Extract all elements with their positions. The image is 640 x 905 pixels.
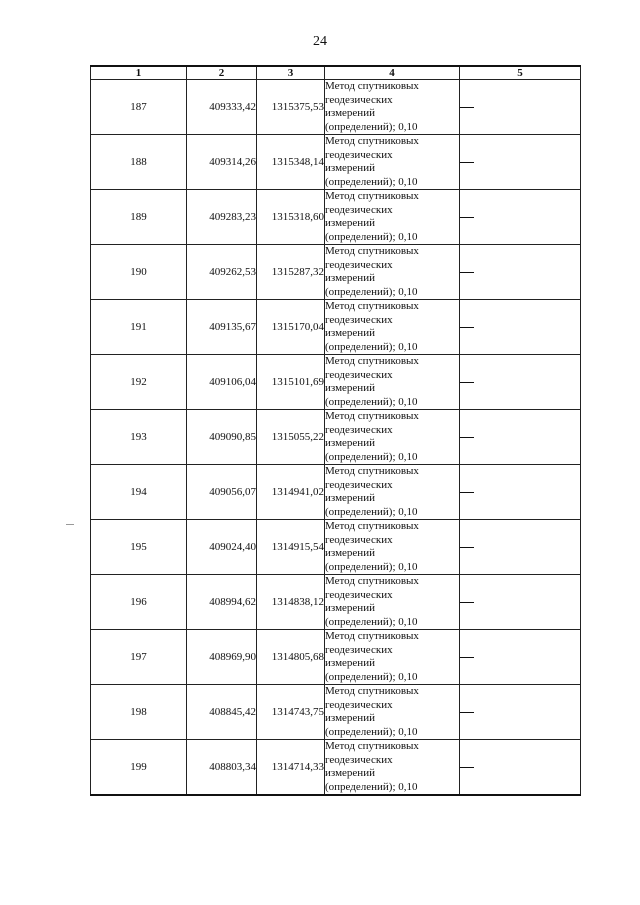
dash-icon (460, 437, 474, 438)
method-line: (определений); 0,10 (325, 450, 418, 463)
method-cell (325, 465, 460, 520)
coord-x: 409090,85 (187, 410, 257, 465)
coord-y: 1315348,14 (257, 135, 325, 190)
method-line: Метод спутниковых (325, 190, 419, 202)
table-row (91, 465, 581, 520)
method-line: Метод спутниковых (325, 300, 419, 312)
point-number: 199 (91, 740, 187, 796)
method-line: геодезических (325, 588, 393, 601)
method-line: Метод спутниковых (325, 575, 419, 587)
dash-icon (460, 162, 474, 163)
table-row (91, 685, 581, 740)
method-line: (определений); 0,10 (325, 505, 418, 518)
notes-cell (460, 300, 581, 355)
coordinates-table (90, 65, 581, 796)
method-line: геодезических (325, 313, 393, 326)
table-row (91, 80, 581, 135)
coord-y: 1315101,69 (257, 355, 325, 410)
coord-x: 409024,40 (187, 520, 257, 575)
method-line: геодезических (325, 203, 393, 216)
table-row (91, 245, 581, 300)
method-line: геодезических (325, 258, 393, 271)
method-cell (325, 685, 460, 740)
method-line: (определений); 0,10 (325, 285, 418, 298)
notes-cell (460, 685, 581, 740)
method-cell (325, 740, 460, 796)
point-number: 195 (91, 520, 187, 575)
point-number: 189 (91, 190, 187, 245)
method-line: геодезических (325, 533, 393, 546)
dash-icon (460, 327, 474, 328)
dash-icon (460, 217, 474, 218)
method-line: геодезических (325, 423, 393, 436)
coord-y: 1315375,53 (257, 80, 325, 135)
method-line: (определений); 0,10 (325, 395, 418, 408)
method-line: измерений (325, 327, 375, 339)
method-cell (325, 300, 460, 355)
method-line: (определений); 0,10 (325, 175, 418, 188)
method-line: измерений (325, 162, 375, 174)
method-line: геодезических (325, 368, 393, 381)
table-row (91, 520, 581, 575)
coord-y: 1314838,12 (257, 575, 325, 630)
method-line: измерений (325, 382, 375, 394)
method-line: геодезических (325, 148, 393, 161)
method-line: (определений); 0,10 (325, 340, 418, 353)
method-line: Метод спутниковых (325, 135, 419, 147)
method-line: Метод спутниковых (325, 355, 419, 367)
method-line: Метод спутниковых (325, 630, 419, 642)
coord-y: 1315318,60 (257, 190, 325, 245)
coord-x: 408994,62 (187, 575, 257, 630)
notes-cell (460, 575, 581, 630)
margin-mark (66, 524, 74, 525)
dash-icon (460, 492, 474, 493)
table-row (91, 740, 581, 796)
point-number: 188 (91, 135, 187, 190)
point-number: 187 (91, 80, 187, 135)
dash-icon (460, 382, 474, 383)
point-number: 197 (91, 630, 187, 685)
coord-y: 1314941,02 (257, 465, 325, 520)
method-line: измерений (325, 712, 375, 724)
notes-cell (460, 465, 581, 520)
table-row (91, 630, 581, 685)
method-cell (325, 80, 460, 135)
coord-y: 1314915,54 (257, 520, 325, 575)
method-line: измерений (325, 437, 375, 449)
header-col-5: 5 (460, 66, 581, 80)
coord-x: 409056,07 (187, 465, 257, 520)
method-line: геодезических (325, 93, 393, 106)
coord-y: 1314714,33 (257, 740, 325, 796)
coord-x: 409135,67 (187, 300, 257, 355)
coord-y: 1314805,68 (257, 630, 325, 685)
header-col-4: 4 (325, 66, 460, 80)
method-line: (определений); 0,10 (325, 670, 418, 683)
method-line: (определений); 0,10 (325, 120, 418, 133)
notes-cell (460, 135, 581, 190)
method-line: геодезических (325, 753, 393, 766)
coord-x: 409314,26 (187, 135, 257, 190)
table-row (91, 355, 581, 410)
method-line: геодезических (325, 698, 393, 711)
table-row (91, 410, 581, 465)
method-line: Метод спутниковых (325, 410, 419, 422)
dash-icon (460, 712, 474, 713)
method-line: Метод спутниковых (325, 245, 419, 257)
method-line: геодезических (325, 643, 393, 656)
coord-y: 1315055,22 (257, 410, 325, 465)
method-line: измерений (325, 602, 375, 614)
dash-icon (460, 547, 474, 548)
method-line: геодезических (325, 478, 393, 491)
point-number: 198 (91, 685, 187, 740)
point-number: 190 (91, 245, 187, 300)
page-number: 24 (313, 34, 327, 49)
coord-x: 408969,90 (187, 630, 257, 685)
table-row (91, 190, 581, 245)
dash-icon (460, 767, 474, 768)
method-line: (определений); 0,10 (325, 560, 418, 573)
method-line: (определений); 0,10 (325, 780, 418, 793)
point-number: 196 (91, 575, 187, 630)
notes-cell (460, 355, 581, 410)
method-cell (325, 190, 460, 245)
method-cell (325, 410, 460, 465)
dash-icon (460, 107, 474, 108)
method-line: измерений (325, 767, 375, 779)
header-col-1: 1 (91, 66, 187, 80)
coord-x: 408845,42 (187, 685, 257, 740)
method-cell (325, 575, 460, 630)
table-row (91, 135, 581, 190)
dash-icon (460, 657, 474, 658)
dash-icon (460, 272, 474, 273)
notes-cell (460, 630, 581, 685)
notes-cell (460, 520, 581, 575)
point-number: 191 (91, 300, 187, 355)
method-line: (определений); 0,10 (325, 615, 418, 628)
coord-y: 1315170,04 (257, 300, 325, 355)
header-col-3: 3 (257, 66, 325, 80)
method-line: Метод спутниковых (325, 520, 419, 532)
coord-x: 409333,42 (187, 80, 257, 135)
coord-y: 1315287,32 (257, 245, 325, 300)
point-number: 193 (91, 410, 187, 465)
point-number: 192 (91, 355, 187, 410)
coord-x: 409106,04 (187, 355, 257, 410)
method-line: измерений (325, 547, 375, 559)
method-line: измерений (325, 107, 375, 119)
method-line: Метод спутниковых (325, 685, 419, 697)
point-number: 194 (91, 465, 187, 520)
coord-y: 1314743,75 (257, 685, 325, 740)
method-line: измерений (325, 217, 375, 229)
coord-x: 408803,34 (187, 740, 257, 796)
method-cell (325, 355, 460, 410)
method-line: измерений (325, 657, 375, 669)
method-line: измерений (325, 492, 375, 504)
method-line: Метод спутниковых (325, 80, 419, 92)
method-cell (325, 520, 460, 575)
coord-x: 409283,23 (187, 190, 257, 245)
notes-cell (460, 245, 581, 300)
table-row (91, 300, 581, 355)
notes-cell (460, 740, 581, 796)
table-header-row (91, 66, 581, 80)
table-row (91, 575, 581, 630)
coord-x: 409262,53 (187, 245, 257, 300)
method-line: Метод спутниковых (325, 740, 419, 752)
method-line: измерений (325, 272, 375, 284)
header-col-2: 2 (187, 66, 257, 80)
notes-cell (460, 190, 581, 245)
method-line: (определений); 0,10 (325, 230, 418, 243)
notes-cell (460, 80, 581, 135)
method-line: (определений); 0,10 (325, 725, 418, 738)
notes-cell (460, 410, 581, 465)
dash-icon (460, 602, 474, 603)
method-cell (325, 135, 460, 190)
method-cell (325, 630, 460, 685)
method-cell (325, 245, 460, 300)
method-line: Метод спутниковых (325, 465, 419, 477)
